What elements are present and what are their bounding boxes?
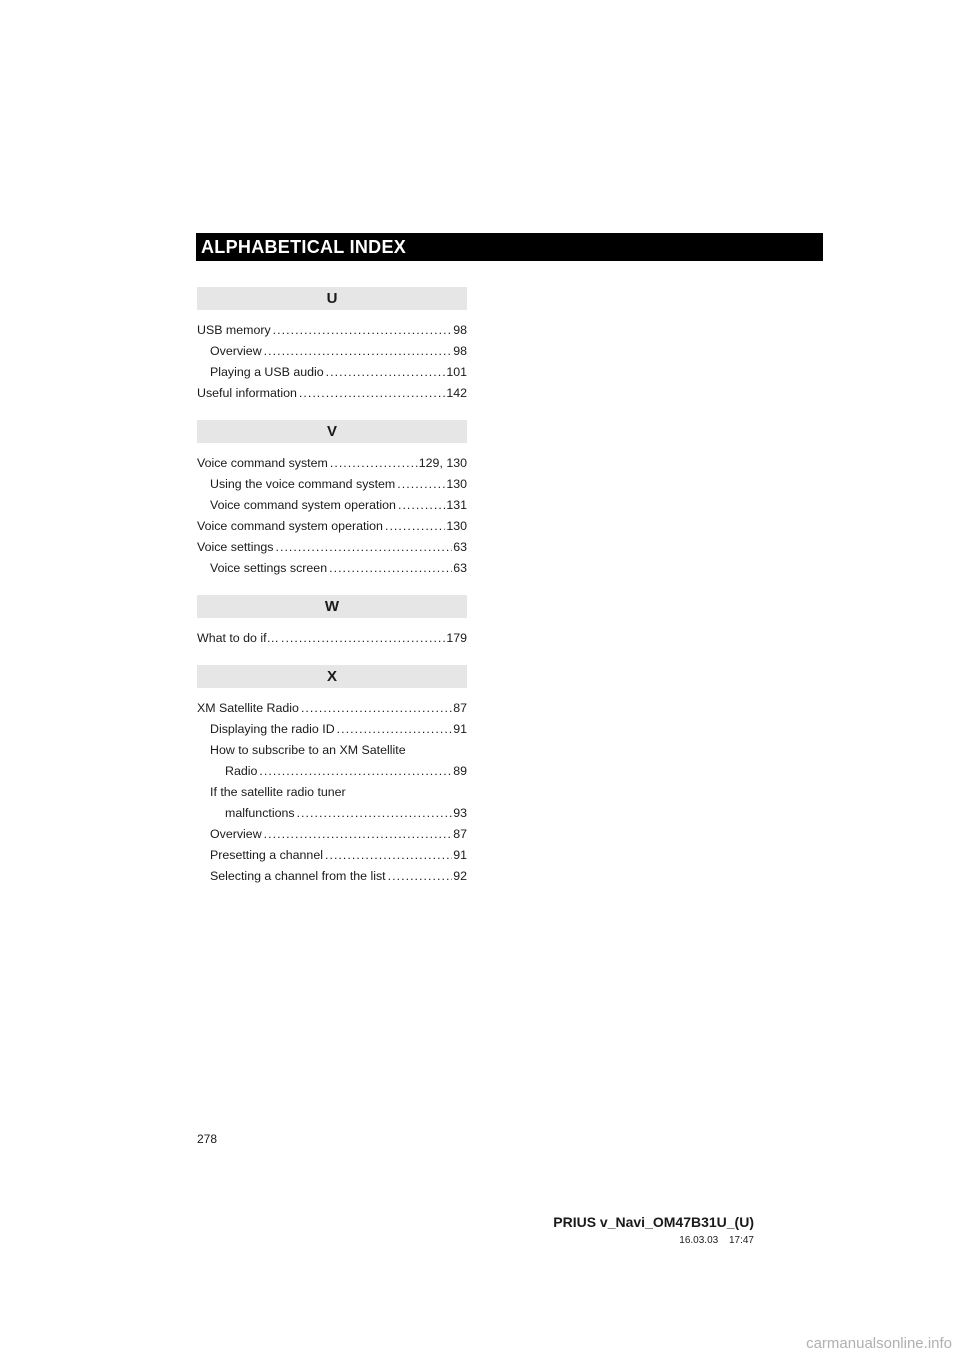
index-section-w <box>197 595 467 649</box>
entry-text-continued: Radio <box>225 764 258 778</box>
index-entry <box>197 845 467 866</box>
dot-leader <box>273 537 452 558</box>
entry-text: Selecting a channel from the list <box>210 869 386 883</box>
entry-text: Voice settings screen <box>210 561 328 575</box>
entry-text: Voice command system operation <box>210 498 396 512</box>
entry-page-reference: 91 <box>453 722 467 736</box>
index-column <box>197 287 467 903</box>
index-entry <box>197 558 467 579</box>
dot-leader <box>271 320 453 341</box>
index-entry <box>197 516 467 537</box>
dot-leader <box>262 824 453 845</box>
entry-page-reference: 101 <box>446 365 467 379</box>
entry-page-reference: 63 <box>453 540 467 554</box>
entry-page-reference: 130 <box>446 477 467 491</box>
section-letter-heading: V <box>197 420 467 443</box>
index-entry <box>197 341 467 362</box>
entry-text: Displaying the radio ID <box>210 722 335 736</box>
entry-page-reference: 87 <box>453 701 467 715</box>
index-entry <box>197 383 467 404</box>
entry-page-reference: 92 <box>453 869 467 883</box>
entry-page-reference: 89 <box>453 764 467 778</box>
section-letter-heading: X <box>197 665 467 688</box>
index-entry <box>197 866 467 887</box>
index-section-x <box>197 665 467 887</box>
entry-text: Useful information <box>197 386 297 400</box>
index-entry <box>197 628 467 649</box>
section-letter-heading: U <box>197 287 467 310</box>
page-title: ALPHABETICAL INDEX <box>201 237 407 257</box>
entry-page-reference: 91 <box>453 848 467 862</box>
entry-page-reference: 63 <box>453 561 467 575</box>
index-entry <box>197 719 467 740</box>
index-entry <box>197 320 467 341</box>
dot-leader <box>297 383 445 404</box>
dot-leader <box>257 761 452 782</box>
entry-page-reference: 130 <box>446 519 467 533</box>
page-number: 278 <box>197 1132 218 1146</box>
entry-text: XM Satellite Radio <box>197 701 299 715</box>
entry-page-reference: 129, 130 <box>418 456 467 470</box>
entry-text: Overview <box>210 827 262 841</box>
entry-text: Presetting a channel <box>210 848 323 862</box>
index-entry <box>197 474 467 495</box>
entry-text: If the satellite radio tuner <box>210 785 346 799</box>
entry-page-reference: 87 <box>453 827 467 841</box>
dot-leader <box>279 628 445 649</box>
index-entry <box>197 698 467 719</box>
index-entry <box>197 362 467 383</box>
entry-text: What to do if… <box>197 631 279 645</box>
entry-text: Overview <box>210 344 262 358</box>
entry-text: Voice settings <box>197 540 274 554</box>
index-section-u <box>197 287 467 404</box>
print-timestamp: 16.03.03 17:47 <box>679 1235 754 1246</box>
dot-leader <box>324 362 446 383</box>
entry-page-reference: 98 <box>453 323 467 337</box>
entry-text: USB memory <box>197 323 271 337</box>
index-section-v <box>197 420 467 579</box>
entry-page-reference: 179 <box>446 631 467 645</box>
entry-page-reference: 93 <box>453 806 467 820</box>
dot-leader <box>395 474 445 495</box>
entry-text: Using the voice command system <box>210 477 396 491</box>
index-entry <box>197 537 467 558</box>
dot-leader <box>386 866 453 887</box>
entry-page-reference: 98 <box>453 344 467 358</box>
dot-leader <box>335 719 453 740</box>
dot-leader <box>328 453 418 474</box>
document-id: PRIUS v_Navi_OM47B31U_(U) <box>553 1214 754 1230</box>
index-entry <box>197 824 467 845</box>
entry-text: Voice command system <box>197 456 328 470</box>
dot-leader <box>327 558 452 579</box>
entry-text: Playing a USB audio <box>210 365 324 379</box>
entry-text: Voice command system operation <box>197 519 383 533</box>
entry-page-reference: 142 <box>446 386 467 400</box>
dot-leader <box>295 803 453 824</box>
dot-leader <box>396 495 445 516</box>
section-letter-heading: W <box>197 595 467 618</box>
index-entry <box>197 740 467 782</box>
dot-leader <box>323 845 452 866</box>
index-entry <box>197 453 467 474</box>
dot-leader <box>383 516 445 537</box>
entry-text: How to subscribe to an XM Satellite <box>210 743 406 757</box>
watermark-logo: carmanualsonline.info <box>806 1335 952 1352</box>
dot-leader <box>299 698 452 719</box>
entry-text-continued: malfunctions <box>225 806 295 820</box>
entry-page-reference: 131 <box>446 498 467 512</box>
dot-leader <box>262 341 453 362</box>
index-header <box>196 233 823 261</box>
index-entry <box>197 782 467 824</box>
index-entry <box>197 495 467 516</box>
